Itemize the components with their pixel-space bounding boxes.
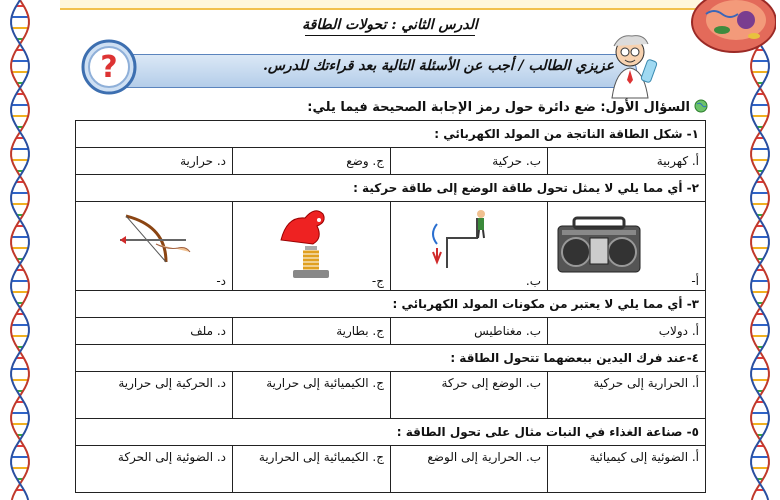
q5-option-a[interactable]: أ. الضوئية إلى كيميائية [548, 446, 706, 493]
instruction-text: عزيزي الطالب / أجب عن الأسئلة التالية بعد قراءتك للدرس. [262, 58, 614, 74]
q1-option-c[interactable]: ج. وضع [233, 148, 391, 175]
q2-option-a[interactable] [548, 202, 706, 291]
question-3: ٣- أي مما يلي لا يعتبر من مكونات المولد الكهربائي : [76, 291, 706, 318]
q4-option-d[interactable]: د. الحركية إلى حرارية [76, 372, 233, 419]
q1-option-a[interactable]: أ. كهربية [548, 148, 706, 175]
question-2: ٢- أي مما يلي لا يمثل تحول طاقة الوضع إلى طاقة حركية : [76, 175, 706, 202]
q2-option-b[interactable] [391, 202, 548, 291]
top-border [60, 0, 700, 10]
cell-illustration [684, 0, 776, 62]
question-4: ٤-عند فرك اليدين ببعضهما تتحول الطاقة : [76, 345, 706, 372]
q2-option-c[interactable] [233, 202, 391, 291]
q4-option-c[interactable]: ج. الكيميائية إلى حرارية [233, 372, 391, 419]
q2-option-d[interactable] [76, 202, 233, 291]
lesson-title: الدرس الثاني : تحولات الطاقة [250, 17, 530, 33]
question-1: ١- شكل الطاقة الناتجة من المولد الكهربائي : [76, 121, 706, 148]
q5-option-c[interactable]: ج. الكيميائية إلى الحرارية [233, 446, 391, 493]
person-on-steps-icon [421, 208, 501, 274]
q2-option-b-label: ب. [525, 274, 541, 288]
svg-text:?: ? [100, 50, 118, 85]
q5-option-b[interactable]: ب. الحرارية إلى الوضع [391, 446, 548, 493]
instruction-banner [80, 46, 640, 90]
radio-cassette-icon [556, 216, 642, 276]
q2-option-c-label: ج- [371, 274, 384, 288]
bow-and-arrow-icon [116, 210, 196, 270]
q4-option-a[interactable]: أ. الحرارية إلى حركية [548, 372, 706, 419]
spring-rocking-horse-icon [273, 206, 349, 284]
dna-strip-right [740, 0, 780, 500]
question-mark-icon [80, 38, 138, 96]
section-title: السؤال الأول: ضع دائرة حول رمز الإجابة الصحيحة فيما يلي: [307, 99, 708, 115]
globe-icon [694, 99, 708, 113]
q3-option-c[interactable]: ج. بطارية [233, 318, 391, 345]
q3-option-b[interactable]: ب. مغناطيس [391, 318, 548, 345]
q2-option-d-label: د- [216, 274, 226, 288]
q3-option-a[interactable]: أ. دولاب [548, 318, 706, 345]
q5-option-d[interactable]: د. الضوئية إلى الحركة [76, 446, 233, 493]
q1-option-d[interactable]: د. حرارية [76, 148, 233, 175]
q2-option-a-label: أ- [691, 274, 699, 288]
question-5: ٥- صناعة الغذاء في النبات مثال على تحول الطاقة : [76, 419, 706, 446]
dna-strip-left [0, 0, 40, 500]
q1-option-b[interactable]: ب. حركية [391, 148, 548, 175]
q4-option-b[interactable]: ب. الوضع إلى حركة [391, 372, 548, 419]
questions-table [75, 120, 706, 493]
scientist-cartoon-icon [600, 30, 666, 100]
q3-option-d[interactable]: د. ملف [76, 318, 233, 345]
